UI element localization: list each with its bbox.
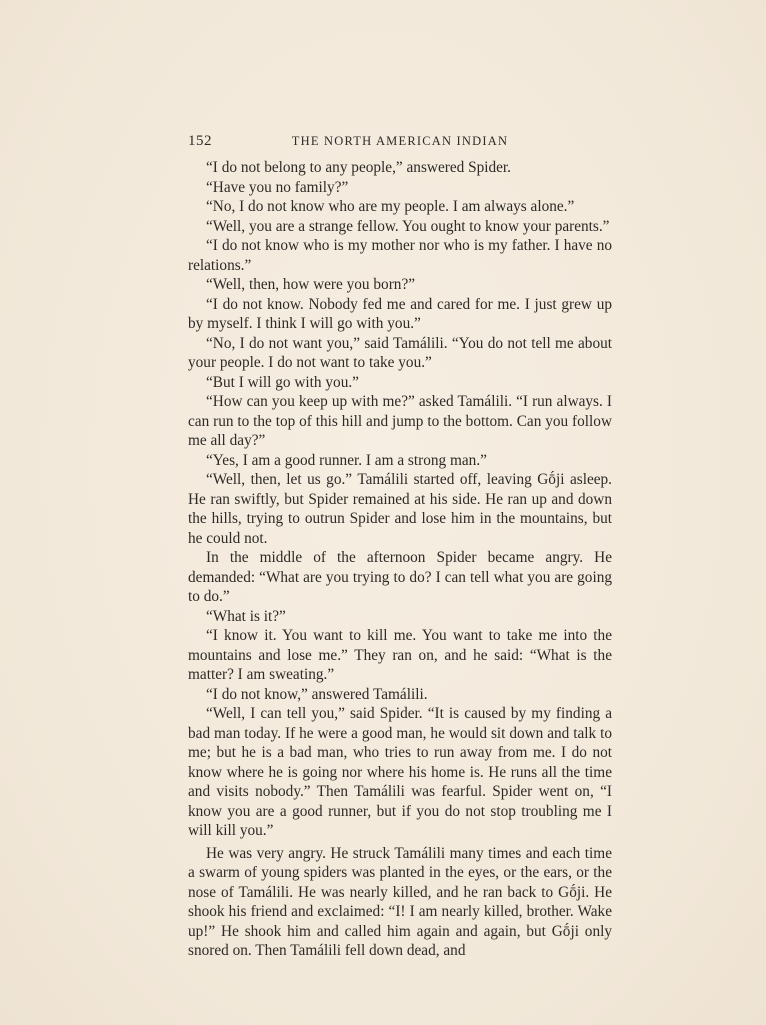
paragraph: “I know it. You want to kill me. You want to take me into the mountains and lose me.” They ran on, and he said: “What is the matter? I am sweating.” xyxy=(188,627,612,683)
page-number: 152 xyxy=(188,133,212,149)
paragraph: In the middle of the afternoon Spider became angry. He demanded: “What are you trying to do? I can tell what you are going to do.” xyxy=(188,549,612,605)
paragraph: “But I will go with you.” xyxy=(206,373,359,391)
paragraph: “I do not know,” answered Tamálili. xyxy=(206,685,428,703)
paragraph: “I do not know. Nobody fed me and cared for me. I just grew up by myself. I think I will go with you.” xyxy=(188,295,612,332)
paragraph: “Well, then, let us go.” Tamálili started off, leaving Gṓji asleep. He ran swiftly, but Spider remained at his side. He ran up and down the hills, trying to outrun Spider and lose him in the mountains, but he could not. xyxy=(188,471,612,547)
paragraph: “Well, then, how were you born?” xyxy=(206,276,416,293)
paragraph: “Well, you are a strange fellow. You ought to know your parents.” xyxy=(206,217,610,235)
paragraph: He was very angry. He struck Tamálili many times and each time a swarm of young spiders was planted in the eyes, or the ears, or the nose of Tamálili. He was nearly killed, and he ran back to Gṓji. He shook his friend and exclaimed: “I! I am nearly killed, brother. Wake up!” He shook him and called him again and again, but Gṓji only snored on. Then Tamálili fell down dead, and xyxy=(188,844,612,959)
running-head: THE NORTH AMERICAN INDIAN xyxy=(291,134,509,148)
paragraph: “How can you keep up with me?” asked Tamálili. “I run always. I can run to the top of this hill and jump to the bottom. Can you follow me all day?” xyxy=(188,393,612,449)
paragraph: “What is it?” xyxy=(206,607,286,625)
paragraph: “No, I do not want you,” said Tamálili. “You do not tell me about your people. I do not want to take you.” xyxy=(188,334,612,371)
body-text xyxy=(188,158,612,961)
paragraph: “Well, I can tell you,” said Spider. “It is caused by my finding a bad man today. If he were a good man, he would sit down and talk to me; but he is a bad man, who tries to run away from me. I do not know where he is going nor where his home is. He runs all the time and visits nobody.” Then Tamálili was fearful. Spider went on, “I know you are a good runner, but if you do not stop troubling me I will kill you.” xyxy=(188,705,612,839)
paragraph: “No, I do not know who are my people. I am always alone.” xyxy=(206,198,575,215)
paragraph: “I do not know who is my mother nor who is my father. I have no relations.” xyxy=(188,237,612,274)
page-header xyxy=(188,133,612,153)
paragraph: “I do not belong to any people,” answered Spider. xyxy=(206,159,512,176)
paragraph: “Have you no family?” xyxy=(206,178,349,196)
paragraph: “Yes, I am a good runner. I am a strong man.” xyxy=(206,451,487,469)
